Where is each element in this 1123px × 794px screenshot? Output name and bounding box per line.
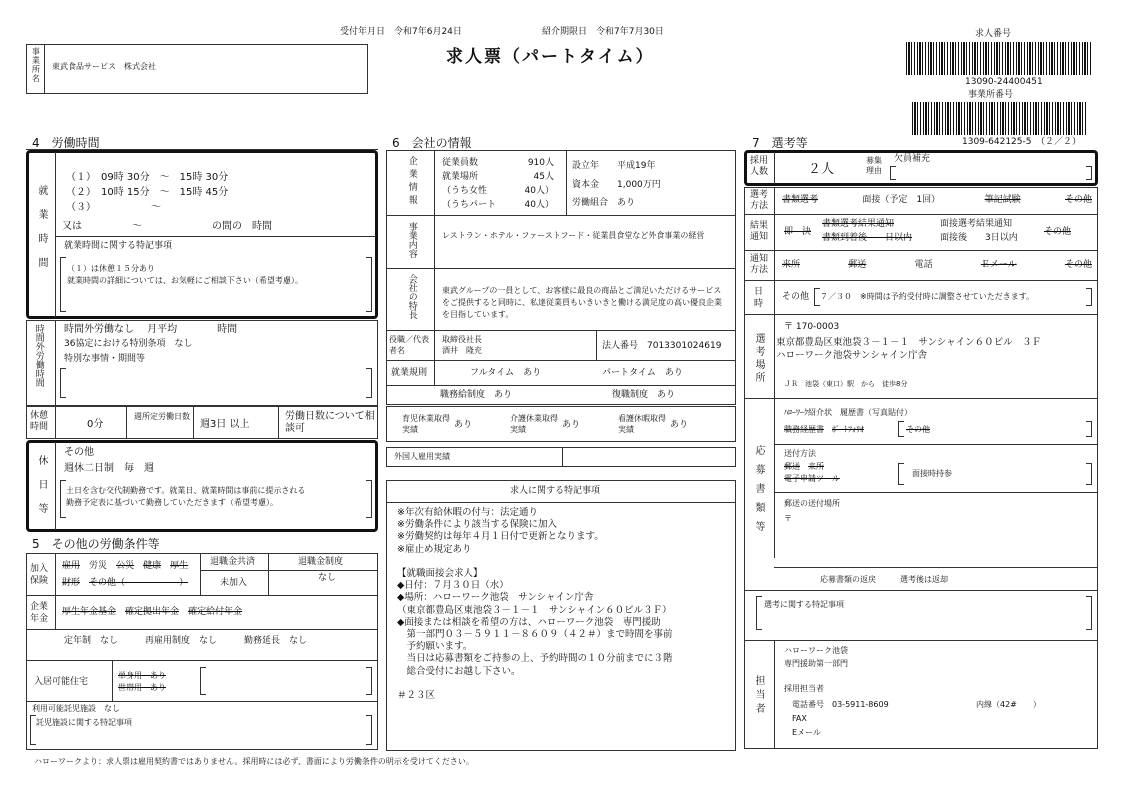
leave-childcare-label: 育児休業取得実績 xyxy=(402,414,450,434)
childcare-note: 託児施設に関する特記事項 xyxy=(36,718,132,727)
reason-value: 欠員補充 xyxy=(894,154,931,164)
staff-office: ハローワーク池袋 xyxy=(784,646,848,655)
hire-count: ２人 xyxy=(808,162,835,177)
work-hours-note-label: 就業時間に関する特記事項 xyxy=(64,241,173,251)
insurance-row-1: 雇用 労災 公災 健康 厚生 xyxy=(62,561,189,571)
docs-line-2: 職務経歴書 ﾎﾟｰﾄﾌｫﾘｵ xyxy=(784,425,864,434)
rep-name: 取締役社長 酒井 隆充 xyxy=(442,335,482,355)
result-interview: 面接選考結果通知 xyxy=(940,219,1013,229)
mail-to-label: 郵送の送付場所 xyxy=(784,499,840,508)
place-zip: 〒 170-0003 xyxy=(784,322,840,332)
business-text: レストラン・ホテル・ファーストフード・従業員食堂など外食事業の経営 xyxy=(442,231,705,240)
company-name: 東武食品サービス 株式会社 xyxy=(52,62,156,71)
date-label: 日時 xyxy=(754,287,764,309)
send-note: 面接時持参 xyxy=(912,469,952,478)
referral-deadline: 紹介期限日 令和7年7月30日 xyxy=(542,27,664,37)
date-note: ７／３０ ※時間は予約受付時に調整させていただきます。 xyxy=(820,292,1035,301)
office-number-label: 事業所番号 xyxy=(968,90,1014,100)
leave-care: あり xyxy=(562,420,581,430)
overtime-line: 時間外労働なし 月平均 時間 xyxy=(64,324,238,335)
rules-pt: パートタイム あり xyxy=(602,368,683,378)
selection-note: 選考に関する特記事項 xyxy=(764,600,844,609)
job-number-label: 求人番号 xyxy=(975,29,1012,39)
info-label: 企業情報 xyxy=(406,156,417,208)
rules-label: 就業規則 xyxy=(391,368,428,378)
place-address-2: ハローワーク池袋サンシャイン庁舎 xyxy=(776,350,928,361)
result-doc: 書類選考結果通知 xyxy=(822,219,895,229)
office-barcode xyxy=(912,102,1087,135)
docs-label: 応募書類等 xyxy=(753,445,764,540)
staff-ext: 内線（42# ） xyxy=(976,700,1041,709)
leave-childcare: あり xyxy=(454,420,473,430)
notify-label: 通知方法 xyxy=(750,254,769,275)
method-label: 選考方法 xyxy=(750,190,769,211)
received-date: 受付年月日 令和7年6月24日 xyxy=(340,27,462,37)
date-value: その他 xyxy=(782,292,810,302)
art36: 36協定における特別条項 なし xyxy=(64,339,193,349)
shift-3: （３） 〜 xyxy=(66,202,161,213)
result-label: 結果通知 xyxy=(750,221,769,242)
staff-mail: Eメール xyxy=(792,728,821,737)
leave-nursing-label: 看護休暇取得実績 xyxy=(618,414,666,434)
retire-system-value: なし xyxy=(318,573,337,583)
rep-label: 役職／代表者名 xyxy=(389,335,429,355)
place-access: ＪＲ 池袋（東口）駅 から 徒歩8分 xyxy=(784,380,908,388)
work-hours-label: 就業時間 xyxy=(36,185,47,281)
job-notes: ※年次有給休暇の付与：法定通り ※労働条件により該当する保険に加入 ※労働契約は毎年４月１日付で更新となります。 ※雇止め規定あり 【就職面接会求人】 ◆日付：７月３０日（水） ◆場所：ハローワーク池袋 サンシャイン庁舎 （東京都豊島区東池袋３－１－１ サンシャイン６０ビル３Ｆ） ◆面接または相談を希望の方は、ハローワーク池袋 専門援助 第一部門０３－５９１１－８６０９（４２＃）まで時間を事前 予約願います。 当日は応募書類をご持参の上、予約時間の１０分前までに３階 総合受付にお越し下さい。 ＃２３区 xyxy=(397,507,673,702)
section-5-title: 5 その他の労働条件等 xyxy=(32,537,160,551)
foreign-label: 外国人雇用実績 xyxy=(394,452,450,461)
housing-items: 単身用 あり 世帯用 あり xyxy=(118,671,166,692)
send-methods: 郵送 来所 電子申請ツール xyxy=(784,462,840,483)
capital: 資本金 1,000万円 xyxy=(572,180,661,190)
business-label: 事業内容 xyxy=(406,222,417,258)
corp-number: 法人番号 7013301024619 xyxy=(602,341,722,351)
retire-system-label: 退職金制度 xyxy=(298,557,344,567)
docs-line-1: ﾊﾛｰﾜｰｸ紹介状 履歴書（写真貼付） xyxy=(784,408,912,417)
job-barcode xyxy=(906,42,1091,75)
pension-row: 厚生年金基金 確定拠出年金 確定給付年金 xyxy=(62,607,243,617)
result-interview-days: 面接後 3日以内 xyxy=(940,233,1018,243)
notify-row: 来所 郵送 電話 Ｅメール その他 xyxy=(782,260,1092,270)
place-label: 選考場所 xyxy=(753,333,764,385)
section-4-title: 4 労働時間 xyxy=(32,136,100,150)
office-number: 1309-642125-5 （２／２） xyxy=(962,137,1081,147)
overtime-label: 時間外労働時間 xyxy=(33,324,44,387)
insurance-row-2: 財形 その他（ ） xyxy=(62,578,189,588)
section-7-title: 7 選考等 xyxy=(752,136,808,150)
days-note: 労働日数について相談可 xyxy=(285,411,375,434)
housing-label: 入居可能住宅 xyxy=(34,677,89,687)
shift-1: （１） 09時 30分 〜 15時 30分 xyxy=(66,172,229,183)
leave-nursing: あり xyxy=(670,420,689,430)
job-notes-title: 求人に関する特記事項 xyxy=(510,486,601,496)
footer-note: ハローワークより：求人票は雇用契約書ではありません。採用時には必ず、書面により労働条件の明示を受けてください。 xyxy=(34,757,474,766)
reason-label: 募集理由 xyxy=(866,156,882,175)
days-value: 週3日 以上 xyxy=(200,419,250,430)
break-value: 0分 xyxy=(87,419,104,430)
reinstate-system: 復職制度 あり xyxy=(612,390,676,400)
holiday-note: 土日を含む交代制勤務です。就業日、就業時間は事前に提示される 勤務予定表に基づいて勤務していただきます（希望考慮）。 xyxy=(66,486,306,507)
retire-line: 定年制 なし 再雇用制度 なし 勤務延長 なし xyxy=(64,636,308,646)
holiday-label: 休日等 xyxy=(36,455,47,527)
docs-return: 応募書類の返戻 選考後は返却 xyxy=(820,575,948,584)
method-row: 書類選考 面接（予定 1回） 筆記試験 その他 xyxy=(782,195,1092,205)
or-line: 又は 〜 の間の 時間 xyxy=(62,221,272,232)
insurance-label: 加入保険 xyxy=(30,564,49,586)
pension-label: 企業年金 xyxy=(30,602,49,624)
childcare: 利用可能託児施設 なし xyxy=(32,704,120,713)
company-info-box xyxy=(386,150,736,405)
special-circ: 特別な事情・期間等 xyxy=(64,354,146,364)
mail-to-zip: 〒 xyxy=(784,514,792,523)
break-label: 休憩時間 xyxy=(30,411,49,432)
employee-table: 従業員数 910人 就業場所 45人 （うち女性 40人） （うちパート 40人） xyxy=(442,158,554,210)
job-number: 13090-24400451 xyxy=(965,77,1043,87)
return-system: 職務給制度 あり xyxy=(440,390,513,400)
leave-care-label: 介護休業取得実績 xyxy=(510,414,558,434)
docs-other: その他 xyxy=(906,425,930,434)
shift-2: （２） 10時 15分 〜 15時 45分 xyxy=(66,187,229,198)
section-6-title: 6 会社の情報 xyxy=(392,136,472,150)
company-label: 事業所名 xyxy=(31,47,41,83)
page-title: 求人票（パートタイム） xyxy=(446,47,655,67)
hire-label: 採用人数 xyxy=(750,156,769,177)
union: 労働組合 あり xyxy=(572,198,636,208)
holiday-week: 週休二日制 毎 週 xyxy=(64,463,154,474)
retire-mutual-label: 退職金共済 xyxy=(210,557,256,567)
result-immediate: 即 決 xyxy=(784,227,812,237)
result-other: その他 xyxy=(1044,227,1072,237)
send-label: 送付方法 xyxy=(784,449,816,458)
staff-tel: 電話番号 03-5911-8609 xyxy=(792,700,889,709)
staff-dept: 専門援助第一部門 xyxy=(784,659,848,668)
days-label: 週所定労働日数 xyxy=(134,412,190,421)
rules-ft: フルタイム あり xyxy=(470,368,542,378)
staff-person: 採用担当者 xyxy=(784,684,824,693)
result-doc-days: 書類到着後 日以内 xyxy=(822,233,913,243)
staff-fax: FAX xyxy=(792,714,807,723)
holiday-other: その他 xyxy=(64,447,94,458)
feature-text: 東武グループの一員として、お客様に最良の商品とご満足いただけるサービスをご提供すると同時に、私達従業員もいきいきと働ける満足度の高い優良企業を目指しています。 xyxy=(442,286,722,319)
feature-label: 会社の特長 xyxy=(406,274,417,319)
founded: 設立年 平成19年 xyxy=(572,161,656,171)
work-hours-note: （１）は休憩１５分あり 就業時間の詳細については、お気軽にご相談下さい（希望考慮）。 xyxy=(67,264,303,285)
retire-mutual-value: 未加入 xyxy=(220,578,248,588)
staff-label: 担当者 xyxy=(753,675,764,717)
place-address: 東京都豊島区東池袋３－１－１ サンシャイン６０ビル ３Ｆ xyxy=(776,337,1042,348)
